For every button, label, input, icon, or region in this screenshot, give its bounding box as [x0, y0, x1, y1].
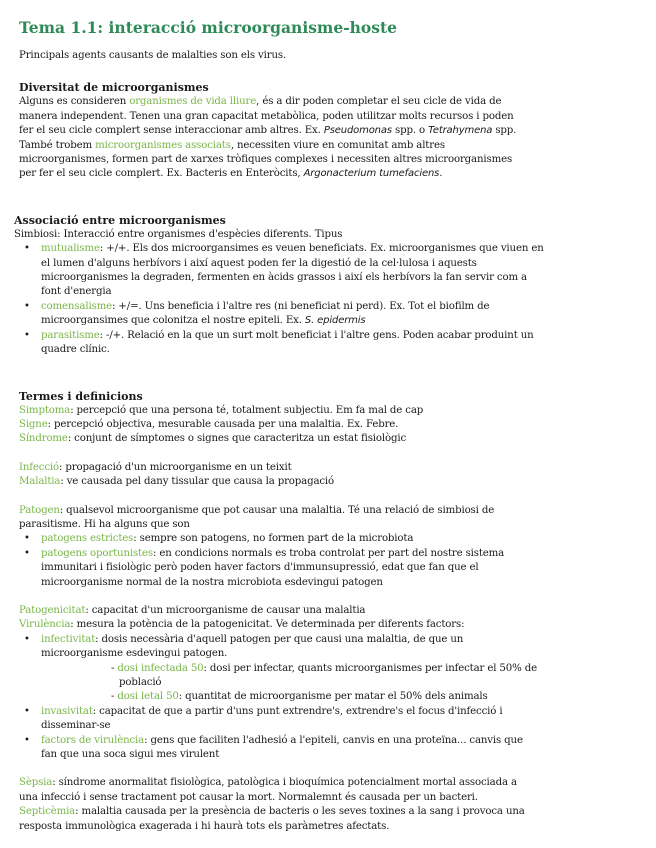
definition-malaltia [19, 475, 636, 489]
list-item-infectivitat [41, 633, 636, 705]
definition-infeccio [19, 461, 636, 475]
paragraph-line: resposta immunològica exagerada i hi haurà tots els paràmetres afectats. [19, 820, 390, 832]
text-span: : +/=. Uns beneficia i l'altre res (ni beneficiat ni perd). Ex. Tot el biofilm de [112, 300, 490, 312]
text-span: spp. [492, 125, 517, 137]
highlight-term: Malaltia [19, 476, 61, 488]
text-span: : +/+. Els dos microorgansimes es veuen beneficiats. Ex. microorganismes que viuen en [99, 243, 544, 255]
highlight-term: organismes de vida lliure [129, 96, 257, 108]
text-span: : conjunt de símptomes o signes que caracteritza un estat fisiològic [67, 433, 407, 445]
highlight-term: Sèpsia [19, 777, 53, 789]
text-span: , és a dir poden completar el seu cicle de vida de [256, 96, 502, 108]
highlight-term: invasivitat [41, 705, 93, 717]
highlight-term: Signe [19, 418, 48, 430]
text-span: disseminar-se [41, 720, 111, 732]
highlight-term: microorganismes associats [95, 139, 231, 151]
list-item-parasitisme [41, 329, 636, 358]
paragraph-line: parasitisme. Hi ha alguns que son [19, 518, 190, 530]
section-heading-associacio: Associació entre microorganismes [14, 213, 226, 227]
italic-species: S. epidermis [304, 315, 366, 327]
list-item-patogens-oportunistes [41, 547, 636, 590]
list-item-invasivitat [41, 705, 636, 734]
text-span: : ve causada pel dany tissular que causa la propagació [60, 476, 335, 488]
text-span: : sempre son patogens, no formen part de la microbiota [133, 533, 414, 545]
paragraph-line [19, 95, 636, 109]
list-item-comensalisme [41, 300, 636, 329]
highlight-term: Simptoma [19, 404, 71, 416]
definition-patogenicitat [19, 604, 636, 618]
highlight-term: dosi letal 50 [117, 691, 179, 703]
paragraph-line [19, 124, 636, 138]
paragraph-line: microorganismes, formen part de xarxes tròfiques complexes i necessiten altres microorganismes [19, 154, 513, 166]
text-span: el lumen d'alguns herbívors i així aquest poden fer la digestió de la cel·lulosa i aquests [41, 257, 477, 269]
text-span: : percepció objectiva, mesurable causada per una malaltia. Ex. Febre. [47, 418, 399, 430]
paragraph-line: manera independent. Tenen una gran capacitat metabòlica, poden utilitzar molts recursos i poden [19, 110, 514, 122]
section-heading-diversitat: Diversitat de microorganismes [19, 81, 209, 95]
text-span: microorganisme normal de la nostra microbiota esdevingui patogen [41, 576, 383, 588]
italic-species: Tetrahymena [428, 125, 493, 137]
text-span: : en condicions normals es troba controlat per part del nostre sistema [152, 547, 505, 559]
text-span: : quantitat de microorganisme per matar el 50% dels animals [178, 691, 488, 703]
paragraph-line [19, 167, 636, 181]
text-span: spp. o [391, 125, 429, 137]
sub-item-dosi-letal: - dosi letal 50: quantitat de microorganisme per matar el 50% dels animals [111, 691, 488, 703]
text-span: : dosi per infectar, quants microorganismes per infectar el 50% de [203, 662, 537, 674]
text-span: , necessiten viure en comunitat amb altres [230, 139, 445, 151]
intro-text: Principals agents causants de malalties son els virus. [19, 50, 287, 61]
text-span: : propagació d'un microorganisme en un teixit [59, 461, 292, 473]
patogen-list [19, 532, 636, 590]
definition-septicemia [19, 805, 636, 819]
list-item-factors-virulencia [41, 734, 636, 763]
text-span: fan que una soca sigui mes virulent [41, 749, 220, 761]
text-span: : capacitat de que a partir d'uns punt extrendre's, extrendre's el focus d'infecció i [92, 705, 503, 717]
section-heading-termes: Termes i definicions [19, 389, 143, 403]
highlight-term: parasitisme [41, 329, 100, 341]
sub-item-dosi-infectada: - dosi infectada 50: dosi per infectar, quants microorganismes per infectar el 50% de [111, 662, 537, 674]
text-span: : mesura la potència de la patogenicitat. Ve determinada per diferents factors: [70, 619, 465, 631]
highlight-term: patogens estrictes [41, 533, 134, 545]
list-item-patogens-estrictes [41, 532, 636, 546]
text-span: font d'energia [41, 286, 112, 298]
text-span: : percepció que una persona té, totalment subjectiu. Em fa mal de cap [70, 404, 424, 416]
text-span: quadre clínic. [41, 344, 110, 356]
simbiosi-list [19, 242, 636, 357]
definition-sepsia [19, 776, 636, 790]
text-span: microorganismes la degraden, fermenten en àcids grassos i així els herbívors la fan servir com a [41, 272, 527, 284]
highlight-term: infectivitat [41, 633, 96, 645]
italic-species: Pseudomonas [323, 125, 392, 137]
text-span: : capacitat d'un microorganisme de causar una malaltia [85, 604, 366, 616]
definition-simptoma [19, 404, 636, 418]
text-span: microorganisme esdevingui patogen. [41, 648, 228, 660]
list-item-mutualisme [41, 242, 636, 300]
paragraph-line [19, 139, 636, 153]
text-span: : gens que faciliten l'adhesió a l'epiteli, canvis en una proteïna... canvis que [144, 734, 523, 746]
sub-item-line: població [119, 677, 162, 688]
text-span: : qualsevol microorganisme que pot causar una malaltia. Té una relació de simbiosi de [59, 504, 495, 516]
paragraph-line: Simbiosi: Interacció entre organismes d'espècies diferents. Tipus [14, 228, 343, 240]
text-span: : malaltia causada per la presència de bacteris o les seves toxines a la sang i provoca una [75, 806, 525, 818]
highlight-term: Septicèmia [19, 806, 76, 818]
definition-signe [19, 418, 636, 432]
text-span: fer el seu cicle complert sense interaccionar amb altres. Ex. [19, 125, 324, 137]
highlight-term: Patogenicitat [19, 604, 86, 616]
text-span: Alguns es consideren [19, 96, 130, 108]
paragraph-line: una infecció i sense tractament pot causar la mort. Normalemnt és causada per un bacteri. [19, 791, 478, 803]
text-span: per fer el seu cicle complert. Ex. Bacteris en Enteròcits, [19, 168, 304, 180]
text-span: . [439, 168, 443, 180]
highlight-term: dosi infectada 50 [117, 662, 204, 674]
highlight-term: patogens oportunistes [41, 547, 153, 559]
virulencia-list [19, 633, 636, 763]
page-title: Tema 1.1: interacció microorganisme-hoste [19, 18, 397, 37]
text-span: : síndrome anormalitat fisiològica, patològica i bioquímica potencialment mortal associada a [52, 777, 517, 789]
highlight-term: comensalisme [41, 300, 113, 312]
highlight-term: Patogen [19, 504, 60, 516]
definition-patogen [19, 504, 636, 518]
text-span: : dosis necessària d'aquell patogen per que causi una malaltia, de que un [95, 633, 464, 645]
text-span: També trobem [19, 139, 96, 151]
text-span: microorgansimes que colonitza el nostre epiteli. Ex. [41, 315, 305, 327]
highlight-term: Infecció [19, 461, 59, 473]
italic-species: Argonacterium tumefaciens [303, 168, 440, 180]
highlight-term: factors de virulència [41, 734, 145, 746]
definition-virulencia [19, 618, 636, 632]
highlight-term: Virulència [19, 619, 71, 631]
text-span: : -/+. Relació en la que un surt molt beneficiat i l'altre gens. Poden acabar produint un [99, 329, 534, 341]
definition-sindrome [19, 432, 636, 446]
highlight-term: mutualisme [41, 243, 100, 255]
text-span: immunitari i fisiològic però poden haver factors d'immunsupressió, edat que fan que el [41, 562, 479, 574]
highlight-term: Síndrome [19, 433, 68, 445]
